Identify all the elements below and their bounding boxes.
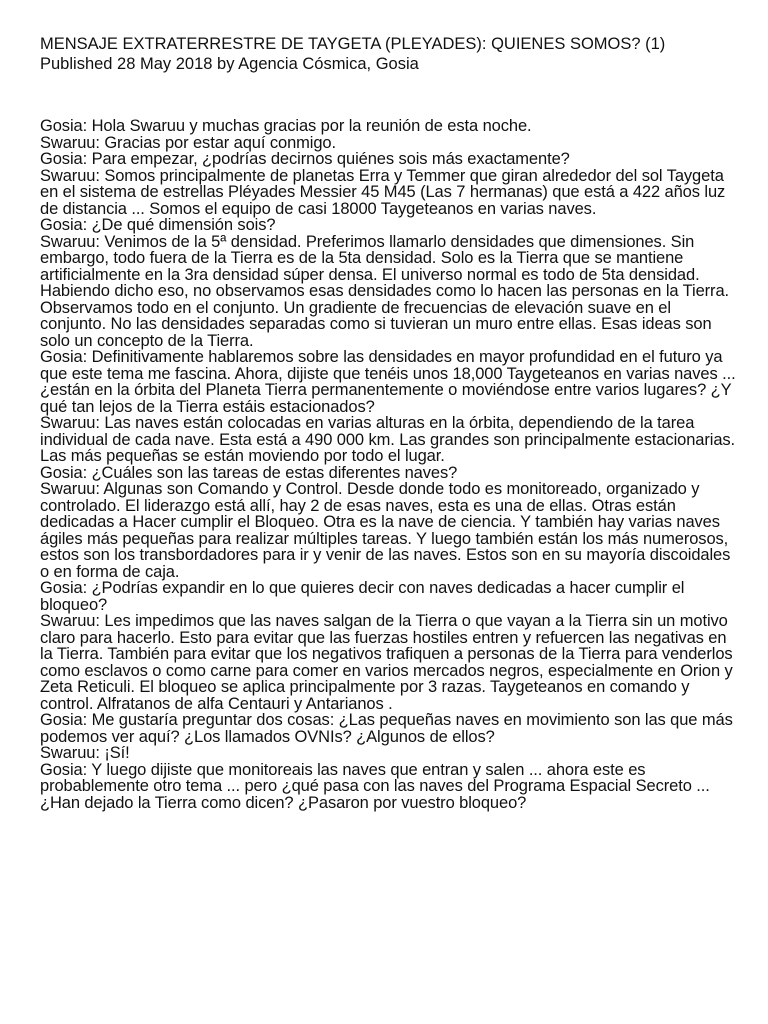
dialogue-line: Swaruu: ¡Sí! — [40, 744, 130, 762]
document-title: MENSAJE EXTRATERRESTRE DE TAYGETA (PLEYADES): QUIENES SOMOS? (1) — [40, 35, 666, 53]
dialogue-line: Swaruu: Les impedimos que las naves salgan de la Tierra o que vayan a la Tierra sin un motivo claro para hacerlo. Esto para evitar que las fuerzas hostiles entren y refuercen las negativas en la Tierra. También para evitar que los negativos trafiquen a personas de la Tierra para venderlos como esclavos o como carne para comer en varios mercados negros, especialmente en Orion y Zeta Reticuli. El bloqueo se aplica principalmente por 3 razas. Taygeteanos en comando y control. Alfratanos de alfa Centauri y Antarianos . — [40, 612, 733, 713]
dialogue-line: Swaruu: Venimos de la 5ª densidad. Preferimos llamarlo densidades que dimensiones. Sin embargo, todo fuera de la Tierra es de la 5ta densidad. Solo es la Tierra que se mantiene artificialmente en la 3ra densidad súper densa. El universo normal es todo de 5ta densidad. Habiendo dicho eso, no observamos esas densidades como lo hacen las personas en la Tierra. Observamos todo en el conjunto. Un gradiente de frecuencias de elevación suave en el conjunto. No las densidades separadas como si tuvieran un muro entre ellas. Esas ideas son solo un concepto de la Tierra. — [40, 232, 730, 350]
spacer — [40, 74, 740, 118]
dialogue-line: Swaruu: Gracias por estar aquí conmigo. — [40, 133, 336, 152]
dialogue-line: Gosia: ¿Podrías expandir en lo que quieres decir con naves dedicadas a hacer cumplir el bloqueo? — [40, 579, 685, 614]
document-page — [40, 34, 740, 811]
dialogue-line: Gosia: Me gustaría preguntar dos cosas: ¿Las pequeñas naves en movimiento son las que más podemos ver aquí? ¿Los llamados OVNIs? ¿Algunos de ellos? — [40, 711, 733, 746]
dialogue-line: Swaruu: Somos principalmente de planetas Erra y Temmer que giran alrededor del sol Taygeta en el sistema de estrellas Pléyades Messier 45 M45 (Las 7 hermanas) que está a 422 años luz de distancia ... Somos el equipo de casi 18000 Taygeteanos en varias naves. — [40, 166, 726, 218]
dialogue-line: Swaruu: Algunas son Comando y Control. Desde donde todo es monitoreado, organizado y controlado. El liderazgo está allí, hay 2 de esas naves, esta es una de ellas. Otras están dedicadas a Hacer cumplir el Bloqueo. Otra es la nave de ciencia. Y también hay varias naves ágiles más pequeñas para realizar múltiples tareas. Y luego también están los más numerosos, estos son los transbordadores para ir y venir de las naves. Estos son en su mayoría discoidales o en forma de caja. — [40, 480, 731, 581]
dialogue-line: Gosia: ¿Cuáles son las tareas de estas diferentes naves? — [40, 463, 458, 482]
dialogue-body — [40, 118, 740, 811]
dialogue-line: Gosia: Hola Swaruu y muchas gracias por la reunión de esta noche. — [40, 117, 532, 135]
publication-byline: Published 28 May 2018 by Agencia Cósmica, Gosia — [40, 55, 419, 73]
dialogue-line: Gosia: Y luego dijiste que monitoreais las naves que entran y salen ... ahora este es probablemente otro tema ... pero ¿qué pasa con las naves del Programa Espacial Secreto ... ¿Han dejado la Tierra como dicen? ¿Pasaron por vuestro bloqueo? — [40, 760, 710, 812]
dialogue-line: Gosia: ¿De qué dimensión sois? — [40, 216, 276, 234]
dialogue-line: Gosia: Para empezar, ¿podrías decirnos quiénes sois más exactamente? — [40, 150, 570, 168]
dialogue-line: Gosia: Definitivamente hablaremos sobre las densidades en mayor profundidad en el futuro ya que este tema me fascina. Ahora, dijiste que tenéis unos 18,000 Taygeteanos en varias naves ... ¿están en la órbita del Planeta Tierra permanentemente o moviéndose entre varios lugares? ¿Y qué tan lejos de la Tierra estáis estacionados? — [40, 348, 736, 416]
dialogue-line: Swaruu: Las naves están colocadas en varias alturas en la órbita, dependiendo de la tarea individual de cada nave. Esta está a 490 000 km. Las grandes son principalmente estacionarias. Las más pequeñas se están moviendo por todo el lugar. — [40, 414, 736, 465]
